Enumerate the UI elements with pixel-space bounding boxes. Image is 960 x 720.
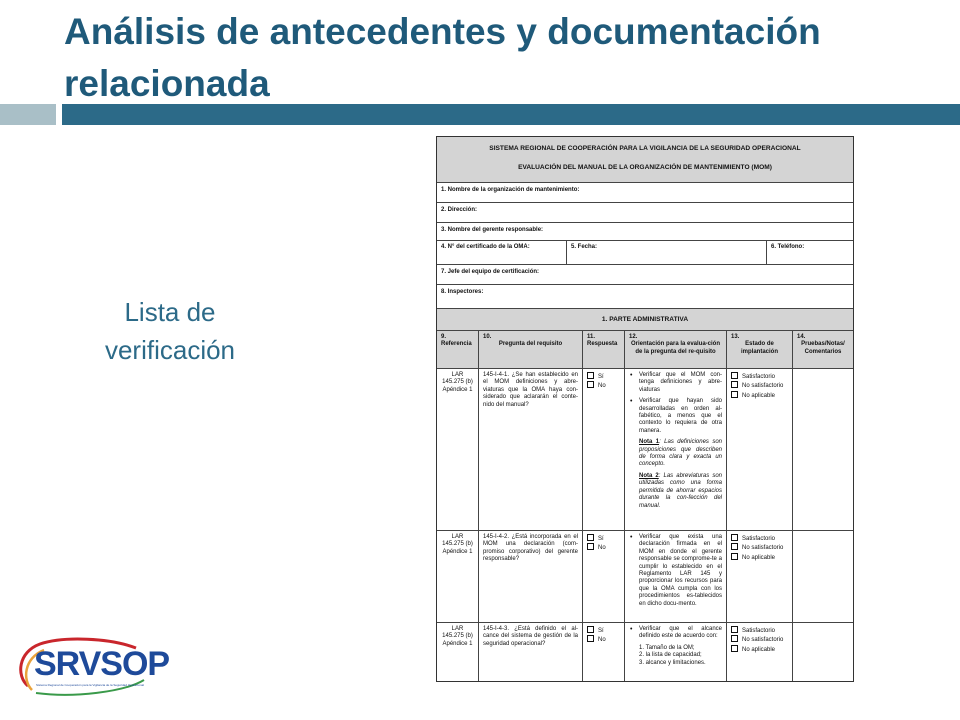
- form-header-line-2: EVALUACIÓN DEL MANUAL DE LA ORGANIZACIÓN DE MANTENIMIENTO (MOM): [518, 164, 772, 172]
- reference-line: 145.275 (b): [442, 379, 473, 386]
- reference-line: Apéndice 1: [442, 640, 473, 647]
- col-number: 9.: [441, 334, 447, 340]
- status-not-applicable-checkbox[interactable]: No aplicable: [731, 645, 788, 654]
- logo-text: SRVSOP: [34, 645, 170, 683]
- guidance-note: [629, 473, 722, 510]
- answer-no-checkbox[interactable]: No: [587, 543, 620, 552]
- row-guidance: [625, 369, 727, 530]
- row-question: 145-I-4-1. ¿Se han establecido en el MOM definiciones y abre-viaturas que la OMA haya con-siderado que aclararán el conte-nido del manual?: [479, 369, 583, 530]
- status-satisfactory-checkbox[interactable]: Satisfactorio: [731, 626, 788, 635]
- row-comments: [793, 623, 853, 682]
- note-text: : Las definiciones son proposiciones que describen de forma clara y exacta un concepto.: [639, 439, 722, 468]
- reference-line: LAR: [451, 534, 464, 540]
- row-reference: [437, 623, 479, 682]
- title-underline-bar: [62, 104, 960, 125]
- reference-line: 145.275 (b): [442, 541, 473, 548]
- row-status: [727, 369, 793, 530]
- col-label: Respuesta: [587, 341, 618, 348]
- col-label: Orientación para la evalua-ción de la pregunta del re-quisito: [630, 341, 721, 355]
- col-header-question: [479, 331, 583, 368]
- field-address: 2. Dirección:: [437, 203, 853, 223]
- row-status: [727, 531, 793, 622]
- srvsop-logo: [14, 636, 170, 698]
- logo-subtitle: Sistema Regional de Cooperación para la Vigilancia de la Seguridad Operacional: [36, 683, 145, 687]
- col-label: Pruebas/Notas/ Comentarios: [801, 341, 845, 355]
- table-row: [437, 369, 853, 531]
- status-not-satisfactory-checkbox[interactable]: No satisfactorio: [731, 543, 788, 552]
- form-header-line-1: SISTEMA REGIONAL DE COOPERACIÓN PARA LA VIGILANCIA DE LA SEGURIDAD OPERACIONAL: [489, 145, 801, 152]
- field-date: 5. Fecha:: [567, 241, 767, 264]
- row-answer: [583, 369, 625, 530]
- answer-yes-checkbox[interactable]: Sí: [587, 372, 620, 381]
- status-satisfactory-checkbox[interactable]: Satisfactorio: [731, 372, 788, 381]
- note-label: Nota 1: [639, 439, 660, 446]
- col-header-comments: [793, 331, 853, 368]
- answer-no-checkbox[interactable]: No: [587, 381, 620, 390]
- reference-line: Apéndice 1: [442, 548, 473, 555]
- evaluation-form-document: [436, 136, 854, 682]
- reference-line: LAR: [451, 626, 464, 632]
- scope-item: 2. la lista de capacidad;: [639, 652, 702, 659]
- field-certificate: 4. N° del certificado de la OMA:: [437, 241, 567, 264]
- col-header-status: [727, 331, 793, 368]
- answer-yes-checkbox[interactable]: Sí: [587, 626, 620, 635]
- side-label: Lista de verificación: [104, 297, 236, 365]
- field-manager: 3. Nombre del gerente responsable:: [437, 223, 853, 241]
- table-header: [437, 331, 853, 369]
- guidance-bullet: • Verificar que el MOM con-tenga definiciones y abre-viaturas: [629, 372, 722, 394]
- title-accent-bar: [0, 104, 56, 125]
- col-header-guidance: [625, 331, 727, 368]
- table-row: [437, 623, 853, 682]
- row-reference: [437, 369, 479, 530]
- col-number: 10.: [483, 334, 492, 340]
- row-guidance: [625, 623, 727, 682]
- status-not-applicable-checkbox[interactable]: No aplicable: [731, 553, 788, 562]
- col-number: 11.: [587, 334, 596, 340]
- status-satisfactory-checkbox[interactable]: Satisfactorio: [731, 534, 788, 543]
- field-row-certificate: [437, 241, 853, 265]
- reference-line: 145.275 (b): [442, 633, 473, 640]
- col-header-reference: [437, 331, 479, 368]
- scope-item: 1. Tamaño de la OM;: [639, 644, 695, 651]
- row-question: 145-I-4-3. ¿Está definido el al-cance del sistema de gestión de la seguridad operacional?: [479, 623, 583, 682]
- scope-item: 3. alcance y limitaciones.: [639, 659, 706, 666]
- note-label: Nota 2: [639, 472, 659, 479]
- row-answer: [583, 531, 625, 622]
- table-row: [437, 531, 853, 623]
- note-text: : Las abreviaturas son utilizadas como una forma permitida de ahorrar espacios durante la con-fección del manual.: [639, 472, 722, 509]
- reference-line: LAR: [451, 372, 464, 378]
- col-label: Referencia: [441, 341, 472, 348]
- field-phone: 6. Teléfono:: [771, 244, 805, 250]
- field-organization: 1. Nombre de la organización de mantenimiento:: [437, 183, 853, 203]
- row-comments: [793, 369, 853, 530]
- row-guidance: [625, 531, 727, 622]
- status-not-satisfactory-checkbox[interactable]: No satisfactorio: [731, 381, 788, 390]
- row-status: [727, 623, 793, 682]
- section-title: 1. PARTE ADMINISTRATIVA: [437, 309, 853, 331]
- form-header: [437, 137, 853, 183]
- guidance-bullet: • Verificar que el alcance definido este de acuerdo con:: [629, 626, 722, 641]
- row-question: 145-I-4-2. ¿Está incorporada en el MOM una declaración (com-promiso corporativo) del gerente responsable?: [479, 531, 583, 622]
- field-inspectors: 8. Inspectores:: [437, 285, 853, 309]
- row-comments: [793, 531, 853, 622]
- guidance-bullet: • Verificar que hayan sido desarrolladas en orden al-fabético, a menos que el contexto lo requiera de otra manera.: [629, 398, 722, 435]
- answer-no-checkbox[interactable]: No: [587, 635, 620, 644]
- col-number: 12.: [629, 334, 638, 340]
- guidance-bullet: • Verificar que exista una declaración firmada en el MOM en donde el gerente responsable se comprome-te a cumplir lo establecido en el Reglamento LAR 145 y proporcionar los recursos para que la OMA cumpla con los procedimientos es-tablecidos en dicho docu-mento.: [629, 534, 722, 608]
- page-title: Análisis de antecedentes y documentación relacionada: [64, 11, 821, 104]
- guidance-note: [629, 439, 722, 469]
- col-label: Estado de implantación: [740, 341, 778, 355]
- col-label: Pregunta del requisito: [498, 341, 563, 348]
- field-team-leader: 7. Jefe del equipo de certificación:: [437, 265, 853, 285]
- row-reference: [437, 531, 479, 622]
- answer-yes-checkbox[interactable]: Sí: [587, 534, 620, 543]
- col-number: 14.: [797, 334, 806, 340]
- reference-line: Apéndice 1: [442, 386, 473, 393]
- col-header-answer: [583, 331, 625, 368]
- status-not-applicable-checkbox[interactable]: No aplicable: [731, 391, 788, 400]
- row-answer: [583, 623, 625, 682]
- col-number: 13.: [731, 334, 740, 340]
- status-not-satisfactory-checkbox[interactable]: No satisfactorio: [731, 635, 788, 644]
